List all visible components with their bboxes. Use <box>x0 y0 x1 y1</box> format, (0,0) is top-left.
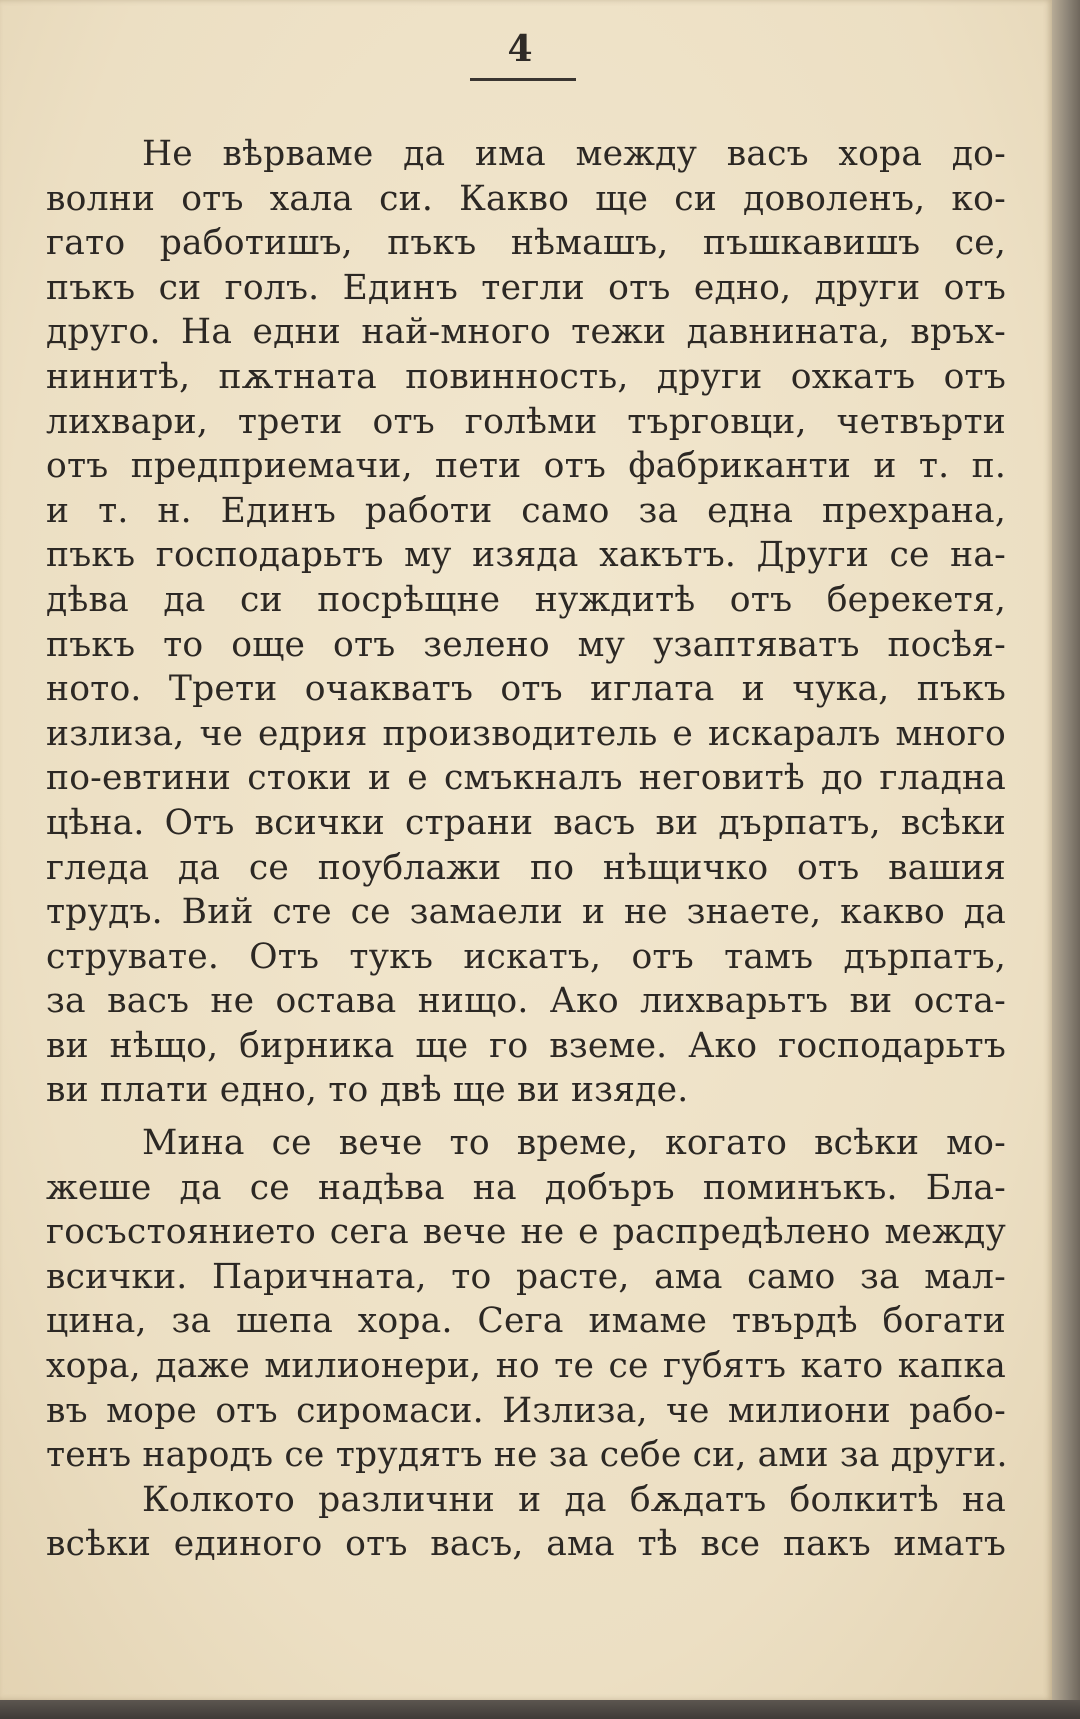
paragraph-1 <box>46 132 1006 1113</box>
text-line: хора, даже милионери, но те се губятъ като капка <box>46 1346 1006 1387</box>
text-line: пъкъ си голъ. Единъ тегли отъ едно, други отъ <box>46 267 1006 308</box>
text-line: по-евтини стоки и е смъкналъ неговитѣ до гладна <box>46 758 1006 799</box>
body-text <box>46 132 1006 1567</box>
text-line: всички. Паричната, то расте, ама само за мал- <box>46 1256 1006 1297</box>
text-line: Колкото различни и да бѫдатъ болкитѣ на <box>142 1479 1006 1520</box>
text-line: отъ предприемачи, пети отъ фабриканти и т. п. <box>46 446 1006 487</box>
text-line: нинитѣ, пѫтната повинность, други охкатъ отъ <box>46 356 1006 397</box>
text-line: струвате. Отъ тукъ искатъ, отъ тамъ дърпатъ, <box>46 936 1006 977</box>
text-line: друго. На едни най-много тежи давнината, връх- <box>46 312 1006 353</box>
paragraph-2 <box>46 1121 1006 1478</box>
text-line: гледа да се поублажи по нѣщичко отъ вашия <box>46 847 1006 888</box>
text-line: за васъ не остава нищо. Ако лихварьтъ ви оста- <box>46 981 1006 1022</box>
text-line: госъстоянието сега вече не е распредѣлено между <box>46 1212 1006 1253</box>
header-rule <box>470 78 576 81</box>
text-line: въ море отъ сиромаси. Излиза, че милиони рабо- <box>46 1390 1006 1431</box>
paragraph-gap <box>46 1113 1006 1121</box>
text-line: всѣки единого отъ васъ, ама тѣ все пакъ иматъ <box>46 1524 1006 1565</box>
text-line: трудъ. Вий сте се замаели и не знаете, какво да <box>46 892 1006 933</box>
text-line: ви плати едно, то двѣ ще ви изяде. <box>46 1070 689 1111</box>
text-line: цина, за шепа хора. Сега имаме твърдѣ богати <box>46 1301 1006 1342</box>
text-line: лихвари, трети отъ голѣми търговци, четвърти <box>46 401 1006 442</box>
text-line: жеше да се надѣва на добъръ поминъкъ. Бла- <box>46 1167 1006 1208</box>
text-line: пъкъ господарьтъ му изяда хакътъ. Други се на- <box>46 535 1006 576</box>
text-line: ви нѣщо, бирника ще го вземе. Ако господарьтъ <box>46 1025 1006 1066</box>
text-line: и т. н. Единъ работи само за една прехрана, <box>46 490 1006 531</box>
text-line: тенъ народъ се трудятъ не за себе си, ами за други. <box>46 1435 1008 1476</box>
text-line: ното. Трети очакватъ отъ иглата и чука, пъкъ <box>46 669 1006 710</box>
text-line: дѣва да си посрѣщне нуждитѣ отъ берекетя, <box>46 579 1006 620</box>
page-number: 4 <box>507 28 533 70</box>
bottom-edge-shadow <box>0 1700 1080 1719</box>
text-line: излиза, че едрия производитель е искаралъ много <box>46 713 1006 754</box>
text-line: цѣна. Отъ всички страни васъ ви дърпатъ, всѣки <box>46 802 1006 843</box>
text-line: Не вѣрваме да има между васъ хора до- <box>142 134 1006 174</box>
page-edge-shadow <box>1052 0 1080 1719</box>
paragraph-3 <box>46 1478 1006 1567</box>
text-line: пъкъ то още отъ зелено му узаптяватъ посѣя- <box>46 624 1006 665</box>
text-line: волни отъ хала си. Какво ще си доволенъ, ко- <box>46 178 1006 219</box>
text-line: гато работишъ, пъкъ нѣмашъ, пъшкавишъ се, <box>46 223 1006 264</box>
text-line: Мина се вече то време, когато всѣки мо- <box>142 1123 1006 1164</box>
